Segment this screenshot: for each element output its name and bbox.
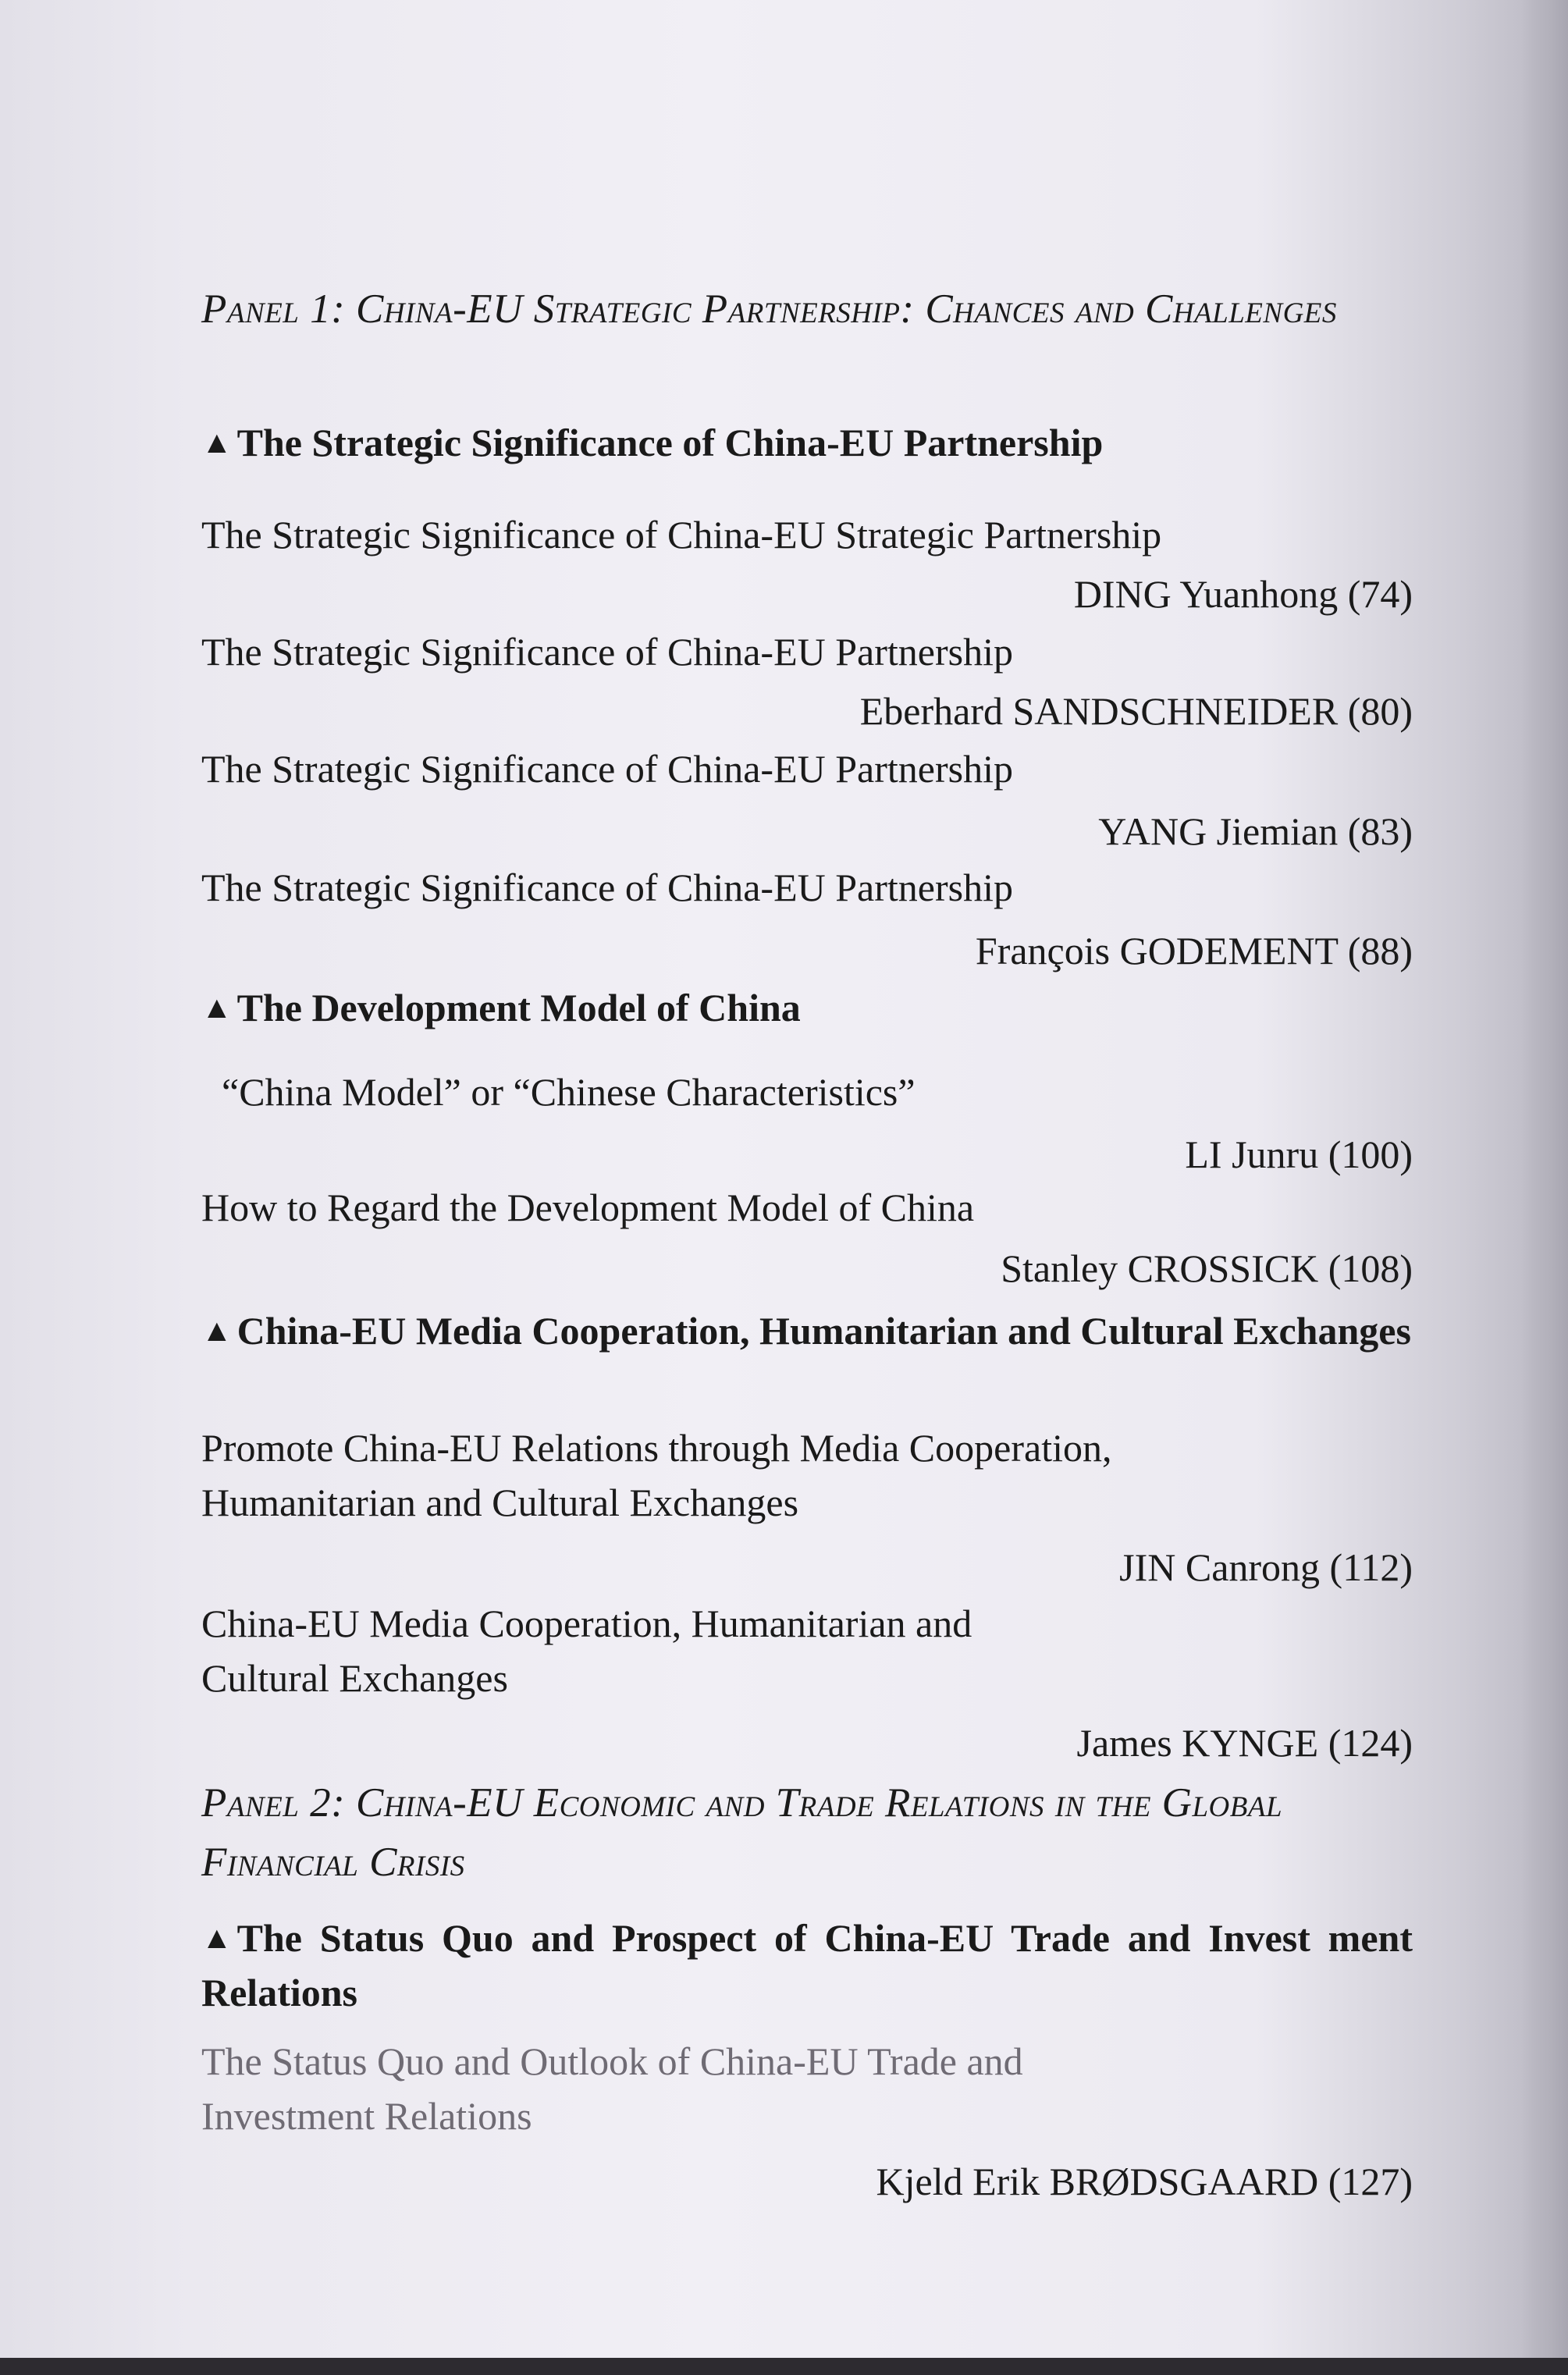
entry-author: LI Junru (100) <box>1185 1132 1413 1176</box>
page-edge-shadow <box>1521 0 1568 2375</box>
triangle-marker-icon: ▲ <box>201 425 233 460</box>
entry-author: YANG Jiemian (83) <box>1098 809 1413 853</box>
entry-title: How to Regard the Development Model of China <box>201 1186 975 1229</box>
entry-author: François GODEMENT (88) <box>975 929 1413 972</box>
entry-title: The Strategic Significance of China-EU Strategic Partnership <box>201 513 1162 556</box>
section-heading: ▲ The Status Quo and Prospect of China-EU Trade and Invest ment Relations <box>201 1911 1413 2020</box>
entry-author: Eberhard SANDSCHNEIDER (80) <box>859 689 1413 733</box>
entry-author: JIN Canrong (112) <box>1119 1545 1413 1589</box>
entry-title: China-EU Media Cooperation, Humanitarian and Cultural Exchanges <box>201 1602 972 1700</box>
entry-title: Promote China-EU Relations through Media Cooperation, Humanitarian and Cultural Exchanges <box>201 1426 1112 1524</box>
panel-2-title: Panel 2: China-EU Economic and Trade Relations in the Global Financial Crisis <box>201 1780 1283 1885</box>
entry-author: Kjeld Erik BRØDSGAARD (127) <box>876 2160 1413 2203</box>
panel-1-title: Panel 1: China-EU Strategic Partnership: Chances and Challenges <box>201 286 1337 332</box>
entry-title: The Strategic Significance of China-EU Partnership <box>201 866 1013 909</box>
triangle-marker-icon: ▲ <box>201 1313 233 1348</box>
contents-page <box>201 0 1413 2375</box>
entry-author: Stanley CROSSICK (108) <box>1001 1246 1413 1290</box>
entry-author: DING Yuanhong (74) <box>1073 572 1413 616</box>
section-heading: ▲ The Strategic Significance of China-EU Partnership <box>201 415 1413 470</box>
triangle-marker-icon: ▲ <box>201 990 233 1025</box>
section-heading: ▲ China-EU Media Cooperation, Humanitarian and Cultural Exchanges <box>201 1303 1413 1358</box>
entry-title: The Strategic Significance of China-EU Partnership <box>201 630 1013 674</box>
triangle-marker-icon: ▲ <box>201 1920 233 1955</box>
entry-title: “China Model” or “Chinese Characteristics” <box>222 1070 916 1114</box>
section-heading: ▲ The Development Model of China <box>201 980 1413 1035</box>
entry-title: The Strategic Significance of China-EU Partnership <box>201 747 1013 791</box>
entry-title: The Status Quo and Outlook of China-EU Trade and Investment Relations <box>201 2039 1023 2138</box>
entry-author: James KYNGE (124) <box>1076 1721 1413 1765</box>
